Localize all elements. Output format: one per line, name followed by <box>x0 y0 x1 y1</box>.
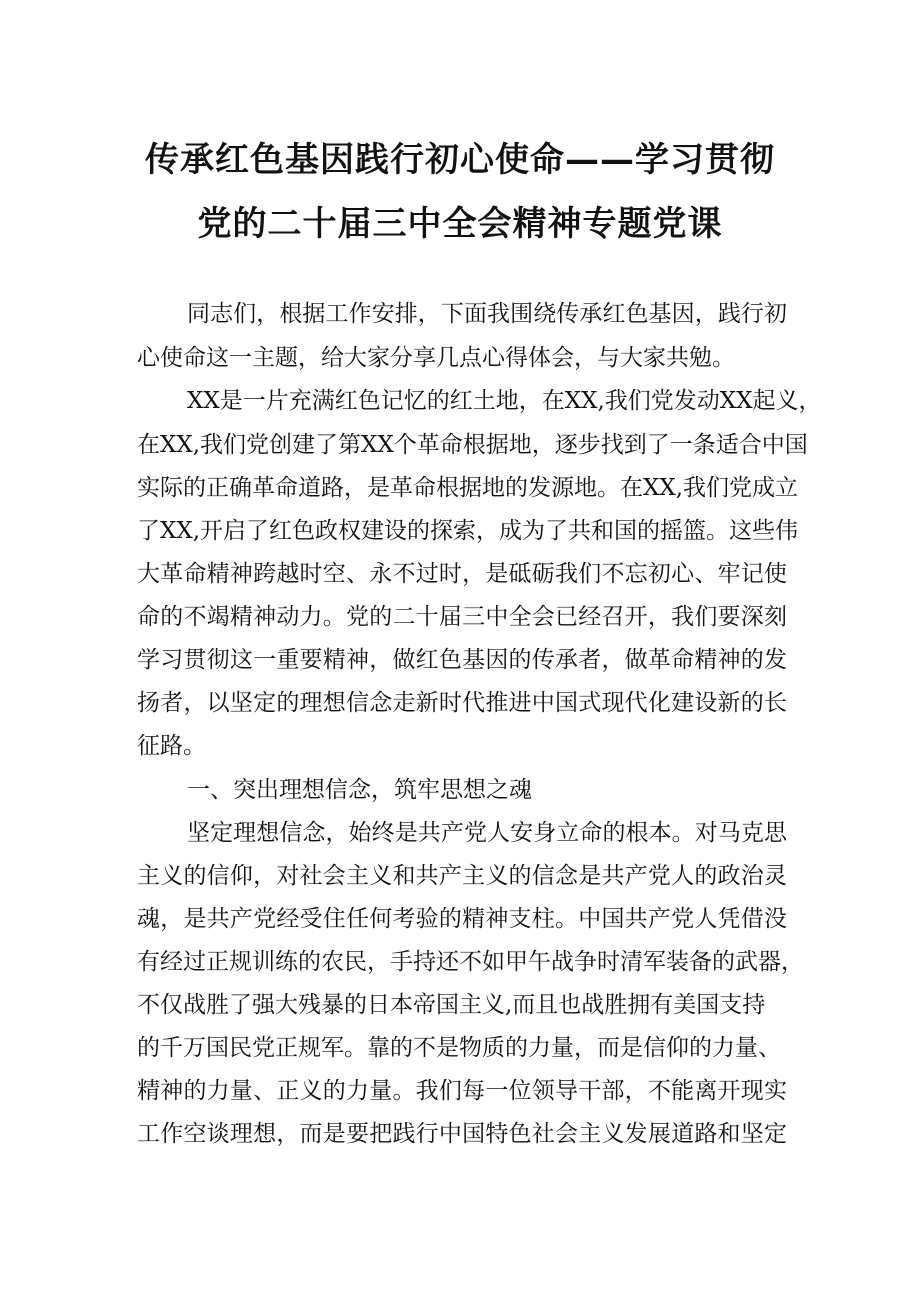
paragraph-3-line: 精神的力量、正义的力量。我们每一位领导干部，不能离开现实 <box>137 1078 787 1104</box>
paragraph-2-line: 实际的正确革命道路，是革命根据地的发源地。在XX,我们党成立 <box>137 475 799 501</box>
paragraph-2-line: 了XX,开启了红色政权建设的探索，成为了共和国的摇篮。这些伟 <box>137 518 799 544</box>
paragraph-2-line: 学习贯彻这一重要精神，做红色基因的传承者，做革命精神的发 <box>137 647 787 673</box>
paragraph-1-line: 心使命这一主题，给大家分享几点心得体会，与大家共勉。 <box>137 345 735 371</box>
paragraph-3-line: 主义的信仰，对社会主义和共产主义的信念是共产党人的政治灵 <box>137 863 787 889</box>
document-title-line-1: 传承红色基因践行初心使命——学习贯彻 <box>145 140 775 180</box>
paragraph-2-line: 命的不竭精神动力。党的二十届三中全会已经召开，我们要深刻 <box>137 604 787 630</box>
paragraph-3-line: 魂，是共产党经受住任何考验的精神支柱。中国共产党人凭借没 <box>137 906 787 932</box>
section-heading: 一、突出理想信念，筑牢思想之魂 <box>187 777 532 803</box>
paragraph-3-line: 的千万国民党正规军。靠的不是物质的力量，而是信仰的力量、 <box>137 1035 781 1061</box>
paragraph-2-line: 扬者，以坚定的理想信念走新时代推进中国式现代化建设新的长 <box>137 690 787 716</box>
paragraph-1-line: 同志们，根据工作安排，下面我围绕传承红色基因，践行初 <box>187 301 787 327</box>
document-title-line-2: 党的二十届三中全会精神专题党课 <box>197 204 723 244</box>
paragraph-2-line: XX是一片充满红色记忆的红土地，在XX,我们党发动XX起义， <box>187 388 822 414</box>
paragraph-3-line: 坚定理想信念，始终是共产党人安身立命的根本。对马克思 <box>187 820 787 846</box>
paragraph-2-line: 征路。 <box>137 733 206 759</box>
paragraph-2-line: 在XX,我们党创建了第XX个革命根据地，逐步找到了一条适合中国 <box>137 432 808 458</box>
paragraph-3-line: 不仅战胜了强大残暴的日本帝国主义,而且也战胜拥有美国支持 <box>137 992 766 1018</box>
paragraph-2-line: 大革命精神跨越时空、永不过时，是砥砺我们不忘初心、牢记使 <box>137 561 787 587</box>
paragraph-3-line: 有经过正规训练的农民，手持还不如甲午战争时清军装备的武器， <box>137 949 804 975</box>
paragraph-3-line: 工作空谈理想，而是要把践行中国特色社会主义发展道路和坚定 <box>137 1121 787 1147</box>
